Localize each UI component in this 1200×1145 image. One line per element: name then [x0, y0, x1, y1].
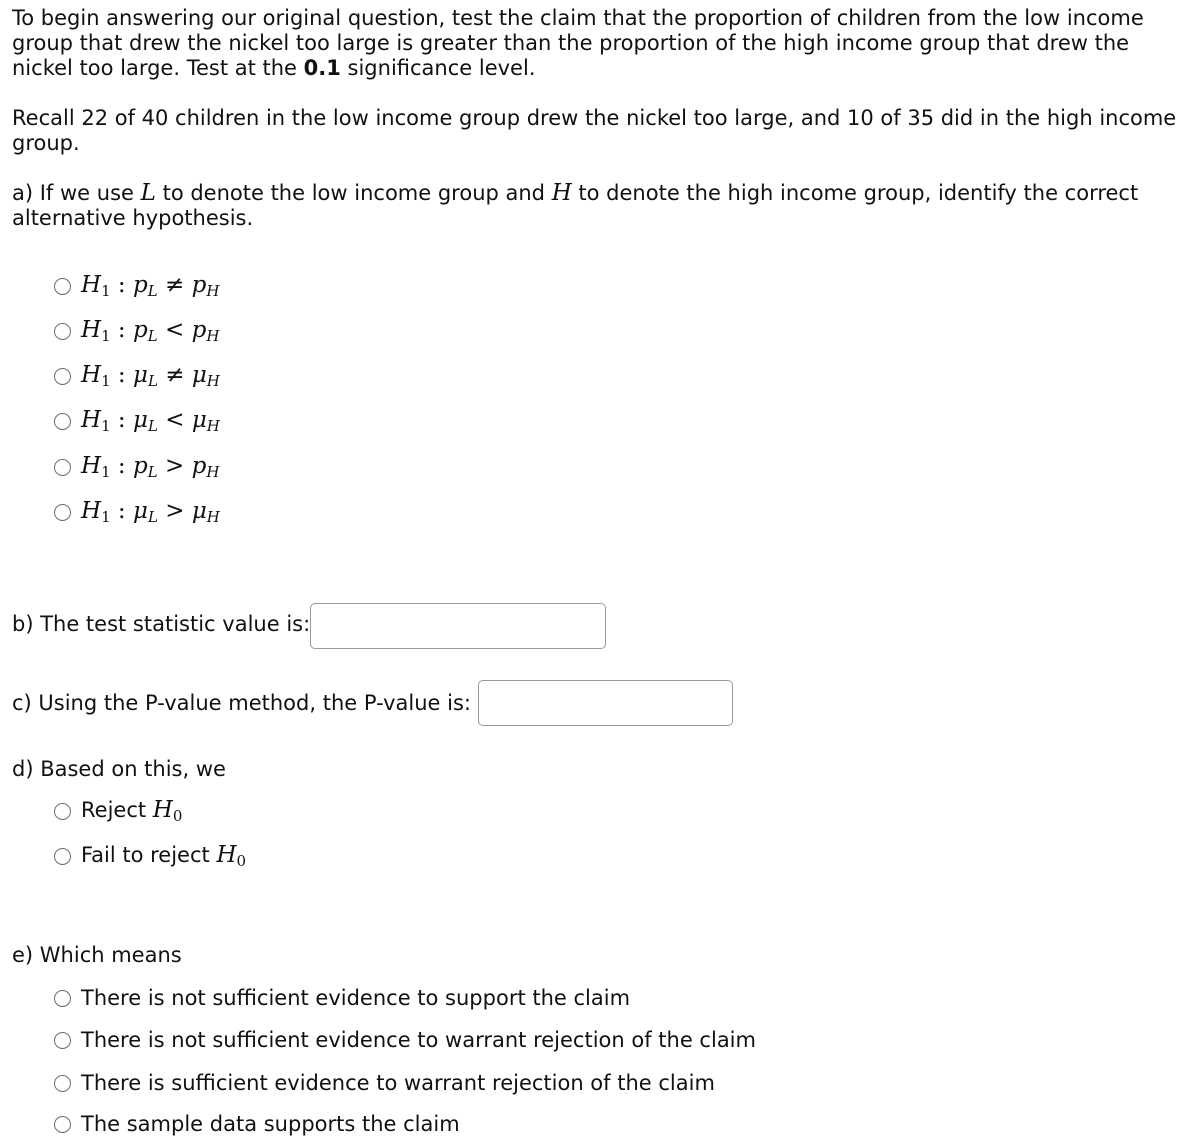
radio-button[interactable]: [54, 1032, 71, 1049]
hypothesis-expression: $H_1$ : $p_L < p_H$: [81, 317, 220, 345]
hypothesis-expression: $H_1$ : $\mu_L < \mu_H$: [81, 407, 220, 435]
hypothesis-option-1[interactable]: [54, 274, 219, 298]
radio-button[interactable]: [54, 504, 71, 521]
hypothesis-option-2[interactable]: [54, 319, 219, 343]
conclusion-option-4[interactable]: [54, 1112, 460, 1136]
radio-button[interactable]: [54, 803, 71, 820]
decision-option-reject[interactable]: [54, 799, 182, 823]
recall-paragraph: [12, 106, 1182, 156]
symbol-low: L: [140, 180, 156, 206]
part-c-label: c) Using the P-value method, the P-value is:: [12, 691, 471, 715]
hypothesis-option-6[interactable]: [54, 500, 220, 524]
hypothesis-option-4[interactable]: [54, 409, 220, 433]
part-a-pre: a) If we use: [12, 181, 141, 205]
radio-button[interactable]: [54, 413, 71, 430]
part-a-mid: to denote the low income group and: [155, 181, 552, 205]
part-e-label: e) Which means: [12, 943, 182, 967]
conclusion-option-1[interactable]: [54, 986, 630, 1010]
part-d-label: d) Based on this, we: [12, 757, 226, 781]
hypothesis-option-3[interactable]: [54, 364, 220, 388]
radio-button[interactable]: [54, 368, 71, 385]
intro-line-3-post: significance level.: [340, 56, 536, 80]
part-a-line-2: alternative hypothesis.: [12, 206, 254, 230]
intro-line-3: [12, 56, 1182, 81]
part-b-label: b) The test statistic value is:: [12, 612, 311, 636]
hypothesis-expression: $H_1$ : $p_L \ne p_H$: [81, 272, 220, 300]
radio-button[interactable]: [54, 278, 71, 295]
conclusion-option-text: There is not sufficient evidence to warrant rejection of the claim: [81, 1028, 756, 1052]
part-a-line-1: [12, 181, 1182, 206]
conclusion-option-2[interactable]: [54, 1028, 756, 1052]
recall-line-2: group.: [12, 131, 80, 155]
intro-line-2: group that drew the nickel too large is greater than the proportion of the high income group that drew the: [12, 31, 1130, 55]
hypothesis-option-5[interactable]: [54, 455, 219, 479]
part-a-question: [12, 181, 1182, 231]
recall-line-1: Recall 22 of 40 children in the low income group drew the nickel too large, and 10 of 35 did in the high income: [12, 106, 1177, 130]
decision-option-text: Reject $H_0$: [81, 797, 183, 825]
intro-paragraph: [12, 6, 1182, 81]
significance-level: 0.1: [303, 56, 341, 80]
p-value-input[interactable]: [478, 680, 733, 726]
symbol-high: H: [551, 180, 572, 206]
radio-button[interactable]: [54, 459, 71, 476]
radio-button[interactable]: [54, 323, 71, 340]
decision-option-fail-to-reject[interactable]: [54, 844, 246, 868]
conclusion-option-text: There is not sufficient evidence to support the claim: [81, 986, 631, 1010]
hypothesis-expression: $H_1$ : $p_L > p_H$: [81, 453, 220, 481]
hypothesis-expression: $H_1$ : $\mu_L \ne \mu_H$: [81, 362, 220, 390]
test-statistic-input[interactable]: [310, 603, 606, 649]
hypothesis-expression: $H_1$ : $\mu_L > \mu_H$: [81, 498, 220, 526]
radio-button[interactable]: [54, 1116, 71, 1133]
part-a-post: to denote the high income group, identify the correct: [571, 181, 1139, 205]
radio-button[interactable]: [54, 990, 71, 1007]
conclusion-option-text: The sample data supports the claim: [81, 1112, 460, 1136]
radio-button[interactable]: [54, 1075, 71, 1092]
conclusion-option-text: There is sufficient evidence to warrant rejection of the claim: [81, 1071, 715, 1095]
intro-line-1: To begin answering our original question, test the claim that the proportion of children from the low income: [12, 6, 1144, 30]
radio-button[interactable]: [54, 848, 71, 865]
intro-line-3-pre: nickel too large. Test at the: [12, 56, 304, 80]
decision-option-text: Fail to reject $H_0$: [81, 842, 247, 870]
conclusion-option-3[interactable]: [54, 1071, 715, 1095]
